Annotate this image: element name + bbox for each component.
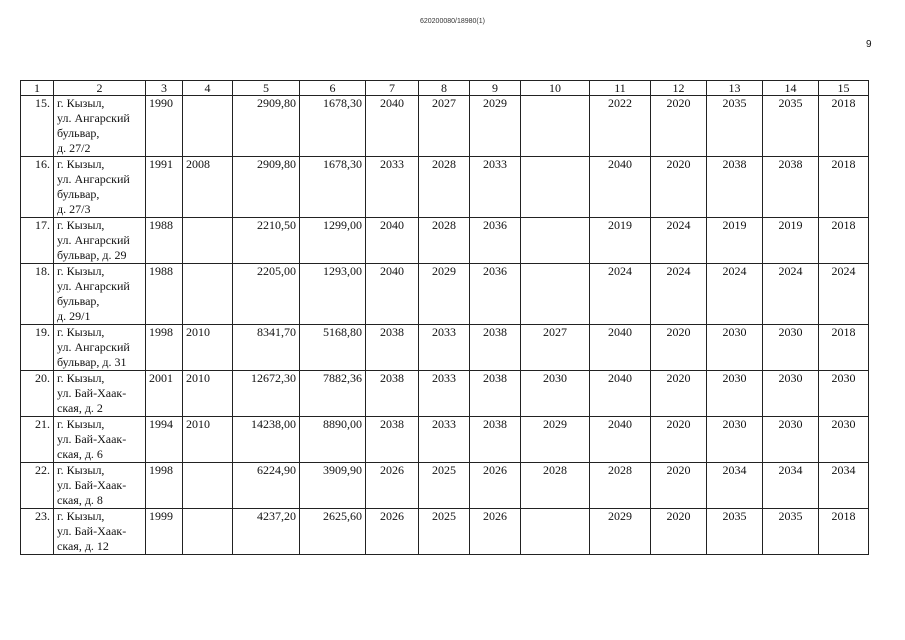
cell-c10: 2027 <box>521 325 590 371</box>
column-header: 12 <box>651 81 707 96</box>
row-number: 16. <box>21 157 54 218</box>
address-cell <box>54 325 146 371</box>
cell-c14: 2030 <box>763 417 819 463</box>
cell-c3: 1999 <box>146 509 183 555</box>
address-line: д. 27/2 <box>57 141 91 155</box>
cell-c11: 2019 <box>590 218 651 264</box>
cell-c15: 2030 <box>819 417 869 463</box>
cell-c12: 2020 <box>651 157 707 218</box>
address-line: ул. Бай-Хаак- <box>57 386 127 400</box>
row-number: 18. <box>21 264 54 325</box>
cell-c8: 2027 <box>419 96 470 157</box>
address-cell <box>54 264 146 325</box>
cell-c5: 2205,00 <box>233 264 300 325</box>
address-line: ская, д. 12 <box>57 539 109 553</box>
cell-c6: 1678,30 <box>300 96 366 157</box>
cell-c14: 2019 <box>763 218 819 264</box>
address-line: ул. Ангарский <box>57 233 130 247</box>
cell-c6: 1299,00 <box>300 218 366 264</box>
cell-c14: 2034 <box>763 463 819 509</box>
address-line: ул. Ангарский <box>57 111 130 125</box>
table-row <box>21 264 869 325</box>
cell-c14: 2030 <box>763 371 819 417</box>
cell-c7: 2040 <box>366 96 419 157</box>
cell-c6: 1293,00 <box>300 264 366 325</box>
cell-c7: 2040 <box>366 264 419 325</box>
address-line: ская, д. 6 <box>57 447 103 461</box>
cell-c5: 4237,20 <box>233 509 300 555</box>
column-header: 1 <box>21 81 54 96</box>
data-table <box>20 80 869 555</box>
address-line: ул. Бай-Хаак- <box>57 478 127 492</box>
address-cell <box>54 157 146 218</box>
address-line: г. Кызыл, <box>57 218 105 232</box>
cell-c4 <box>183 264 233 325</box>
column-header: 4 <box>183 81 233 96</box>
address-line: г. Кызыл, <box>57 509 105 523</box>
cell-c3: 1998 <box>146 325 183 371</box>
cell-c4: 2010 <box>183 417 233 463</box>
cell-c11: 2040 <box>590 157 651 218</box>
cell-c14: 2035 <box>763 509 819 555</box>
cell-c15: 2018 <box>819 96 869 157</box>
cell-c9: 2033 <box>470 157 521 218</box>
cell-c5: 2909,80 <box>233 96 300 157</box>
table-row <box>21 157 869 218</box>
address-line: ская, д. 8 <box>57 493 103 507</box>
cell-c9: 2038 <box>470 325 521 371</box>
cell-c8: 2029 <box>419 264 470 325</box>
cell-c15: 2018 <box>819 325 869 371</box>
cell-c10 <box>521 96 590 157</box>
cell-c7: 2033 <box>366 157 419 218</box>
cell-c12: 2024 <box>651 218 707 264</box>
document-id: 620200080/18980(1) <box>419 18 485 25</box>
cell-c3: 1988 <box>146 218 183 264</box>
cell-c13: 2024 <box>707 264 763 325</box>
address-cell <box>54 417 146 463</box>
cell-c11: 2024 <box>590 264 651 325</box>
cell-c10 <box>521 509 590 555</box>
cell-c12: 2020 <box>651 96 707 157</box>
cell-c7: 2038 <box>366 417 419 463</box>
cell-c8: 2033 <box>419 325 470 371</box>
cell-c10 <box>521 157 590 218</box>
cell-c11: 2028 <box>590 463 651 509</box>
cell-c4 <box>183 96 233 157</box>
address-line: ская, д. 2 <box>57 401 103 415</box>
row-number: 21. <box>21 417 54 463</box>
column-header: 8 <box>419 81 470 96</box>
cell-c5: 14238,00 <box>233 417 300 463</box>
cell-c12: 2020 <box>651 509 707 555</box>
cell-c8: 2033 <box>419 371 470 417</box>
cell-c6: 2625,60 <box>300 509 366 555</box>
cell-c12: 2024 <box>651 264 707 325</box>
cell-c4 <box>183 463 233 509</box>
cell-c3: 2001 <box>146 371 183 417</box>
cell-c5: 8341,70 <box>233 325 300 371</box>
column-header: 14 <box>763 81 819 96</box>
cell-c14: 2024 <box>763 264 819 325</box>
cell-c8: 2025 <box>419 463 470 509</box>
address-cell <box>54 371 146 417</box>
cell-c3: 1990 <box>146 96 183 157</box>
table-row <box>21 325 869 371</box>
cell-c13: 2030 <box>707 371 763 417</box>
row-number: 20. <box>21 371 54 417</box>
table-row <box>21 509 869 555</box>
column-header: 10 <box>521 81 590 96</box>
address-cell <box>54 463 146 509</box>
cell-c13: 2030 <box>707 325 763 371</box>
cell-c9: 2038 <box>470 371 521 417</box>
cell-c8: 2028 <box>419 157 470 218</box>
address-line: бульвар, д. 29 <box>57 248 127 262</box>
cell-c13: 2034 <box>707 463 763 509</box>
cell-c3: 1988 <box>146 264 183 325</box>
cell-c8: 2025 <box>419 509 470 555</box>
cell-c12: 2020 <box>651 463 707 509</box>
cell-c14: 2035 <box>763 96 819 157</box>
address-line: г. Кызыл, <box>57 463 105 477</box>
row-number: 17. <box>21 218 54 264</box>
cell-c5: 12672,30 <box>233 371 300 417</box>
cell-c14: 2038 <box>763 157 819 218</box>
table-row <box>21 463 869 509</box>
address-line: ул. Бай-Хаак- <box>57 432 127 446</box>
address-line: бульвар, <box>57 187 100 201</box>
cell-c9: 2038 <box>470 417 521 463</box>
cell-c15: 2018 <box>819 157 869 218</box>
cell-c4 <box>183 509 233 555</box>
row-number: 15. <box>21 96 54 157</box>
cell-c3: 1991 <box>146 157 183 218</box>
cell-c15: 2034 <box>819 463 869 509</box>
cell-c11: 2040 <box>590 417 651 463</box>
address-line: д. 29/1 <box>57 309 91 323</box>
cell-c13: 2030 <box>707 417 763 463</box>
cell-c9: 2029 <box>470 96 521 157</box>
cell-c6: 5168,80 <box>300 325 366 371</box>
cell-c15: 2024 <box>819 264 869 325</box>
row-number: 22. <box>21 463 54 509</box>
cell-c4: 2010 <box>183 371 233 417</box>
table-row <box>21 371 869 417</box>
cell-c4: 2008 <box>183 157 233 218</box>
cell-c8: 2033 <box>419 417 470 463</box>
address-line: бульвар, <box>57 294 100 308</box>
cell-c11: 2029 <box>590 509 651 555</box>
address-line: г. Кызыл, <box>57 264 105 278</box>
row-number: 23. <box>21 509 54 555</box>
address-line: г. Кызыл, <box>57 96 105 110</box>
cell-c3: 1994 <box>146 417 183 463</box>
cell-c14: 2030 <box>763 325 819 371</box>
column-header: 7 <box>366 81 419 96</box>
cell-c5: 2909,80 <box>233 157 300 218</box>
cell-c11: 2022 <box>590 96 651 157</box>
cell-c15: 2018 <box>819 218 869 264</box>
table-row <box>21 218 869 264</box>
column-header: 13 <box>707 81 763 96</box>
header-row <box>21 81 869 96</box>
cell-c11: 2040 <box>590 371 651 417</box>
address-line: ул. Ангарский <box>57 172 130 186</box>
cell-c12: 2020 <box>651 325 707 371</box>
cell-c15: 2030 <box>819 371 869 417</box>
table-row <box>21 96 869 157</box>
column-header: 6 <box>300 81 366 96</box>
column-header: 9 <box>470 81 521 96</box>
cell-c11: 2040 <box>590 325 651 371</box>
cell-c5: 6224,90 <box>233 463 300 509</box>
cell-c7: 2026 <box>366 509 419 555</box>
column-header: 2 <box>54 81 146 96</box>
cell-c7: 2038 <box>366 371 419 417</box>
address-line: ул. Ангарский <box>57 279 130 293</box>
cell-c13: 2035 <box>707 96 763 157</box>
cell-c4 <box>183 218 233 264</box>
cell-c12: 2020 <box>651 417 707 463</box>
column-header: 5 <box>233 81 300 96</box>
cell-c10: 2028 <box>521 463 590 509</box>
address-line: д. 27/3 <box>57 202 91 216</box>
address-line: бульвар, <box>57 126 100 140</box>
cell-c13: 2035 <box>707 509 763 555</box>
cell-c6: 8890,00 <box>300 417 366 463</box>
cell-c15: 2018 <box>819 509 869 555</box>
cell-c9: 2026 <box>470 463 521 509</box>
cell-c10: 2029 <box>521 417 590 463</box>
cell-c13: 2019 <box>707 218 763 264</box>
row-number: 19. <box>21 325 54 371</box>
address-line: бульвар, д. 31 <box>57 355 127 369</box>
column-header: 11 <box>590 81 651 96</box>
cell-c9: 2026 <box>470 509 521 555</box>
cell-c4: 2010 <box>183 325 233 371</box>
cell-c12: 2020 <box>651 371 707 417</box>
cell-c6: 1678,30 <box>300 157 366 218</box>
cell-c8: 2028 <box>419 218 470 264</box>
address-cell <box>54 509 146 555</box>
cell-c13: 2038 <box>707 157 763 218</box>
cell-c6: 7882,36 <box>300 371 366 417</box>
address-cell <box>54 218 146 264</box>
column-header: 15 <box>819 81 869 96</box>
cell-c9: 2036 <box>470 264 521 325</box>
cell-c10 <box>521 264 590 325</box>
address-line: г. Кызыл, <box>57 417 105 431</box>
cell-c10 <box>521 218 590 264</box>
table-row <box>21 417 869 463</box>
address-line: ул. Ангарский <box>57 340 130 354</box>
address-line: г. Кызыл, <box>57 157 105 171</box>
cell-c7: 2026 <box>366 463 419 509</box>
address-cell <box>54 96 146 157</box>
cell-c3: 1998 <box>146 463 183 509</box>
cell-c10: 2030 <box>521 371 590 417</box>
cell-c7: 2040 <box>366 218 419 264</box>
address-line: г. Кызыл, <box>57 325 105 339</box>
address-line: ул. Бай-Хаак- <box>57 524 127 538</box>
cell-c5: 2210,50 <box>233 218 300 264</box>
cell-c7: 2038 <box>366 325 419 371</box>
page-number: 9 <box>866 39 872 50</box>
address-line: г. Кызыл, <box>57 371 105 385</box>
cell-c9: 2036 <box>470 218 521 264</box>
cell-c6: 3909,90 <box>300 463 366 509</box>
column-header: 3 <box>146 81 183 96</box>
